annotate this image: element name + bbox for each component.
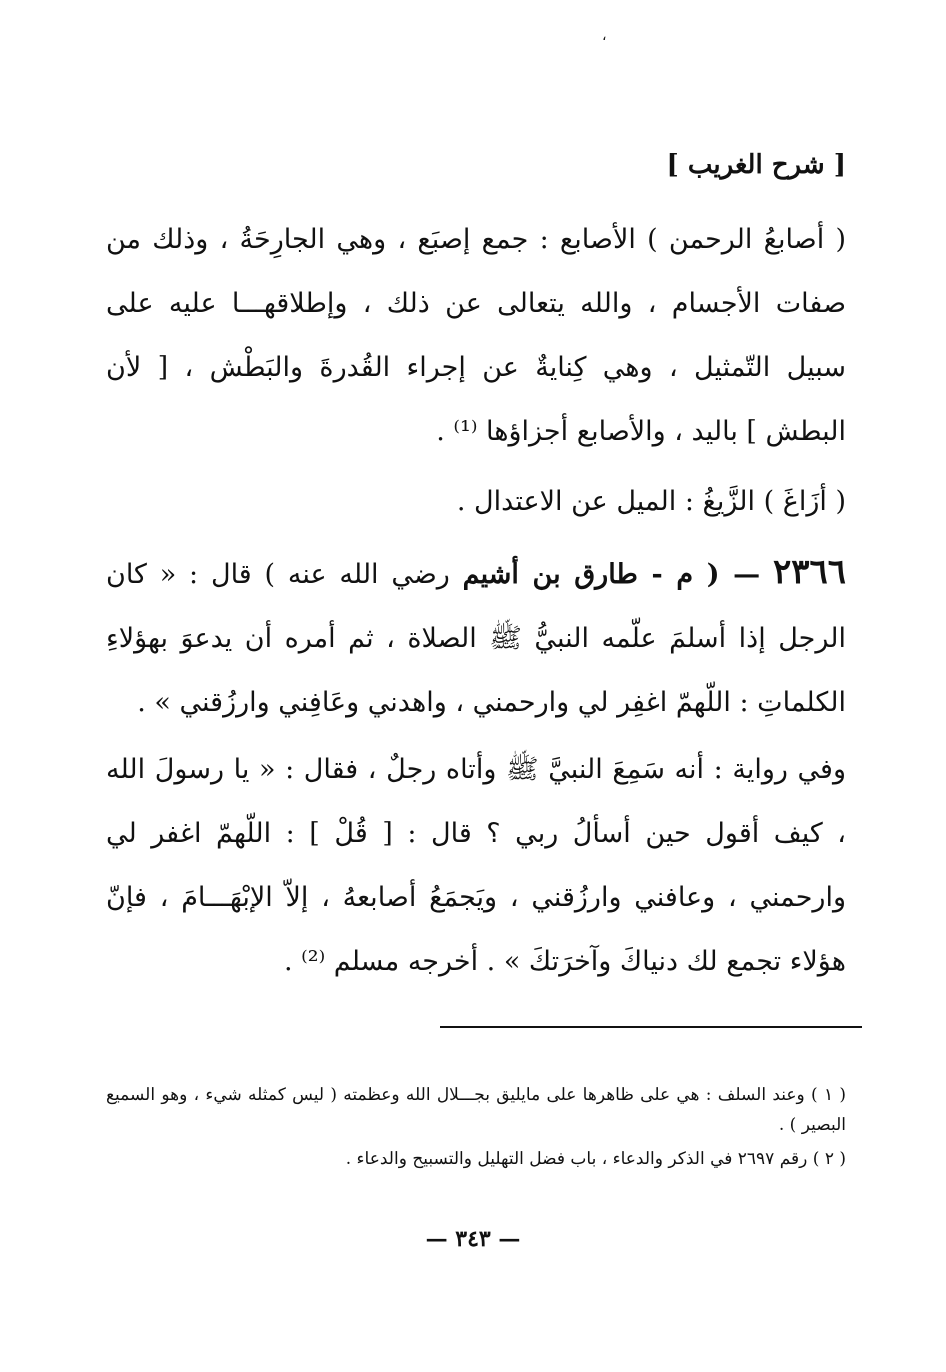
paragraph-gharib-asabi: ( أصابعُ الرحمن ) الأصابع : جمع إصبَع ، وهي الجارِحَةُ ، وذلك من صفات الأجسام ، والله يتعالى عن ذلك ، وإطلاقهـــا عليه على سبيل التّمثيل ، وهي كِنايةٌ عن إجراء القُدرةَ والبَطْش ، [ لأن البطش ] باليد ، والأصابع أجزاؤها ⁽¹⁾ . — [106, 224, 846, 447]
footnote-2: ( ٢ ) رقم ٢٦٩٧ في الذكر والدعاء ، باب فضل التهليل والتسبيح والدعاء . — [345, 1149, 846, 1169]
hadith-source: — ( م - طارق بن أشيم — [462, 559, 761, 590]
footnote-divider — [440, 1026, 862, 1028]
paragraph-gharib-azagha: ( أزَاغَ ) الزَّيغُ : الميل عن الاعتدال . — [456, 486, 846, 517]
footnotes — [106, 1080, 846, 1178]
hadith-number: ٢٣٦٦ — [772, 552, 846, 592]
top-mark: ، — [602, 28, 607, 44]
page-number: — ٣٤٣ — — [425, 1226, 521, 1252]
paragraph-hadith-2366 — [106, 540, 846, 735]
footnote-1: ( ١ ) وعند السلف : هي على ظاهرها على مايليق بجـــلال الله وعظمته ( ليس كمثله شيء ، وهو السميع البصير ) . — [106, 1085, 846, 1135]
paragraph-riwaya: وفي رواية : أنه سَمِعَ النبيَّ ﷺ وأتاه رجلٌ ، فقال : « يا رسولَ الله ، كيف أقول حين أسألُ ربي ؟ قال : [ قُلْ ] : اللّهمّ اغفر لي وارحمني ، وعافني وارزُقني ، ويَجمَعُ أصابعهُ ، إلاّ الإبْهَـــامَ ، فإنّ هؤلاء تجمع لك دنياكَ وآخرَتكَ » . أخرجه مسلم ⁽²⁾ . — [106, 754, 846, 977]
section-heading: [ شرح الغريب ] — [666, 150, 846, 180]
hadith-text: رضي الله عنه ) قال : « كان الرجل إذا أسلمَ علّمه النبيُّ ﷺ الصلاة ، ثم أمره أن يدعوَ بهؤلاءِ الكلماتِ : اللّهمّ اغفِر لي وارحمني ، واهدني وعَافِني وارزُقني » . — [106, 559, 846, 718]
